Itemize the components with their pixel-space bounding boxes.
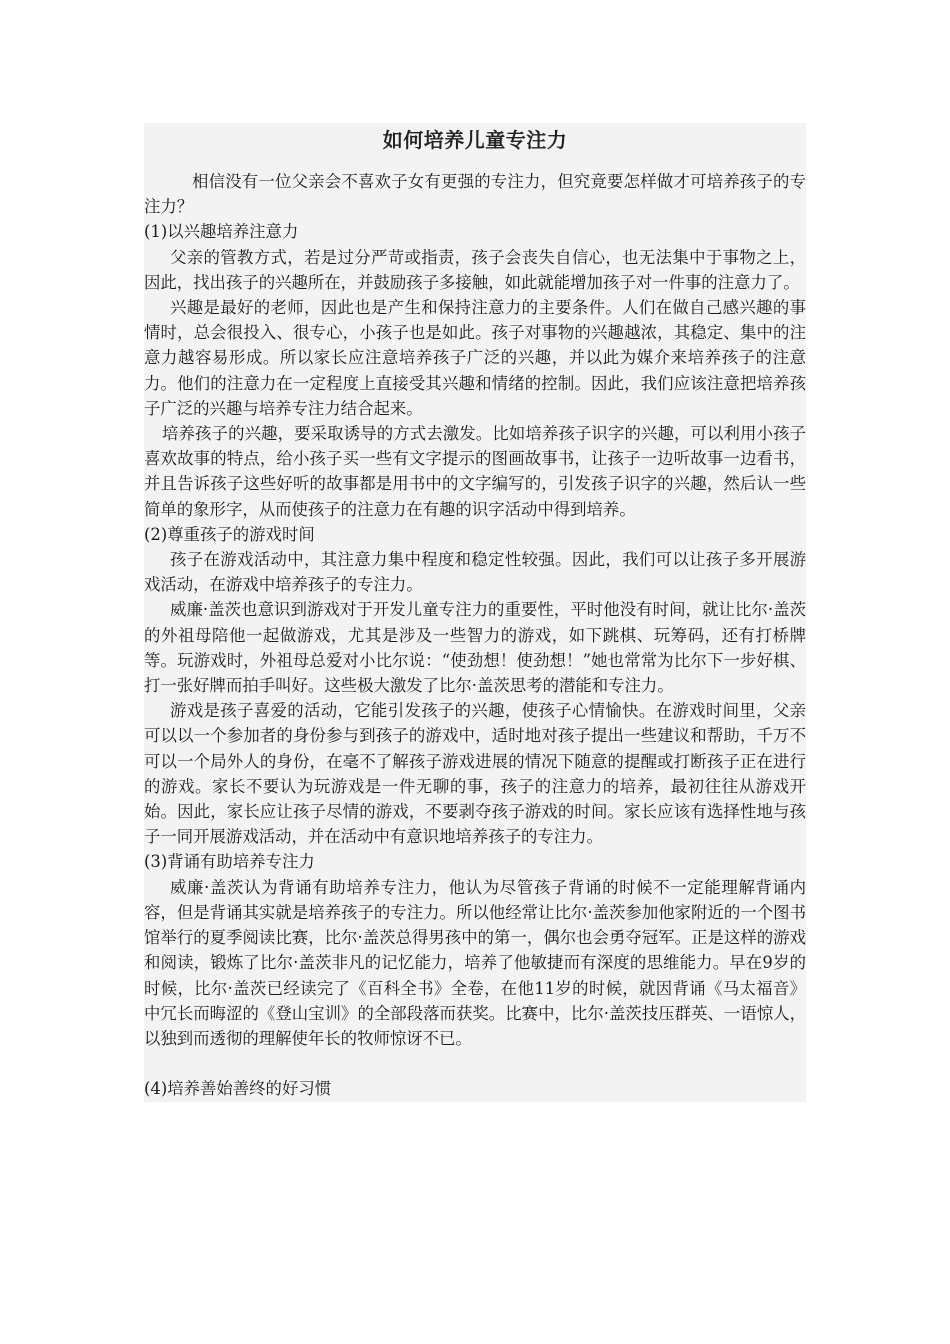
- document-body: [144, 123, 806, 1102]
- section-2-paragraph-1: 孩子在游戏活动中，其注意力集中程度和稳定性较强。因此，我们可以让孩子多开展游戏活动，在游戏中培养孩子的专注力。: [144, 550, 806, 595]
- page-title: 如何培养儿童专注力: [382, 128, 568, 152]
- section-heading-3: (3)背诵有助培养专注力: [144, 852, 315, 872]
- section-2-paragraph-3: 游戏是孩子喜爱的活动，它能引发孩子的兴趣，使孩子心情愉快。在游戏时间里，父亲可以以一个参加者的身份参与到孩子的游戏中，适时地对孩子提出一些建议和帮助，千万不可以一个局外人的身份，在毫不了解孩子游戏进展的情况下随意的提醒或打断孩子正在进行的游戏。家长不要认为玩游戏是一件无聊的事，孩子的注意力的培养，最初往往从游戏开始。因此，家长应让孩子尽情的游戏，不要剥夺孩子游戏的时间。家长应该有选择性地与孩子一同开展游戏活动，并在活动中有意识地培养孩子的专注力。: [144, 701, 806, 847]
- section-1-paragraph-2: 兴趣是最好的老师，因此也是产生和保持注意力的主要条件。人们在做自己感兴趣的事情时，总会很投入、很专心，小孩子也是如此。孩子对事物的兴趣越浓，其稳定、集中的注意力越容易形成。所以家长应注意培养孩子广泛的兴趣，并以此为媒介来培养孩子的注意力。他们的注意力在一定程度上直接受其兴趣和情绪的控制。因此，我们应该注意把培养孩子广泛的兴趣与培养专注力结合起来。: [144, 298, 806, 418]
- section-2-paragraph-2: 威廉·盖茨也意识到游戏对于开发儿童专注力的重要性，平时他没有时间，就让比尔·盖茨的外祖母陪他一起做游戏，尤其是涉及一些智力的游戏，如下跳棋、玩筹码，还有打桥牌等。玩游戏时，外祖母总爱对小比尔说：“使劲想！使劲想！”她也常常为比尔下一步好棋、打一张好牌而拍手叫好。这些极大激发了比尔·盖茨思考的潜能和专注力。: [144, 600, 806, 696]
- section-heading-4: (4)培养善始善终的好习惯: [144, 1079, 332, 1099]
- section-heading-1: (1)以兴趣培养注意力: [144, 222, 299, 242]
- intro-paragraph: 相信没有一位父亲会不喜欢子女有更强的专注力，但究竟要怎样做才可培养孩子的专注力？: [144, 172, 806, 217]
- section-3-paragraph-1: 威廉·盖茨认为背诵有助培养专注力，他认为尽管孩子背诵的时候不一定能理解背诵内容，但是背诵其实就是培养孩子的专注力。所以他经常让比尔·盖茨参加他家附近的一个图书馆举行的夏季阅读比赛，比尔·盖茨总得男孩中的第一，偶尔也会勇夺冠军。正是这样的游戏和阅读，锻炼了比尔·盖茨非凡的记忆能力，培养了他敏捷而有深度的思维能力。早在9岁的时候，比尔·盖茨已经读完了《百科全书》全卷，在他11岁的时候，就因背诵《马太福音》中冗长而晦涩的《登山宝训》的全部段落而获奖。比赛中，比尔·盖茨技压群英、一语惊人，以独到而透彻的理解使年长的牧师惊讶不已。: [144, 877, 806, 1048]
- section-1-paragraph-3: 培养孩子的兴趣，要采取诱导的方式去激发。比如培养孩子识字的兴趣，可以利用小孩子喜欢故事的特点，给小孩子买一些有文字提示的图画故事书，让孩子一边听故事一边看书，并且告诉孩子这些好听的故事都是用书中的文字编写的，引发孩子识字的兴趣，然后认一些简单的象形字，从而使孩子的注意力在有趣的识字活动中得到培养。: [144, 424, 806, 519]
- section-1-paragraph-1: 父亲的管教方式，若是过分严苛或指责，孩子会丧失自信心，也无法集中于事物之上，因此，找出孩子的兴趣所在，并鼓励孩子多接触，如此就能增加孩子对一件事的注意力了。: [144, 247, 806, 292]
- blank-line: [144, 1051, 806, 1076]
- section-heading-2: (2)尊重孩子的游戏时间: [144, 524, 315, 544]
